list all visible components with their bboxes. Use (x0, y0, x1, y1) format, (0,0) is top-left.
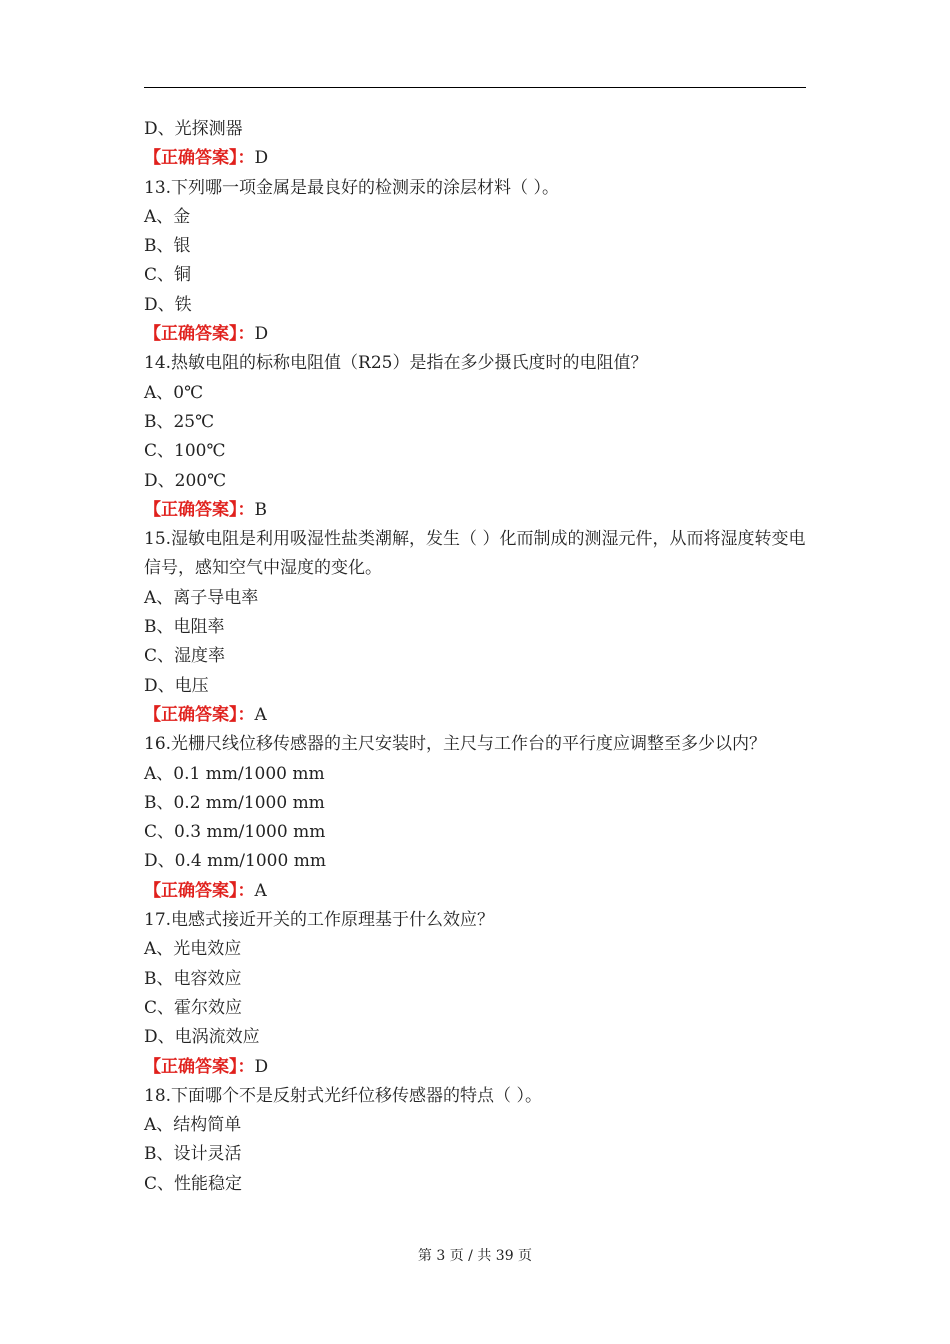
option: C、性能稳定 (144, 1173, 243, 1194)
answer-line (144, 496, 806, 525)
answer-line (144, 320, 806, 349)
option: C、霍尔效应 (144, 997, 243, 1018)
option: A、0℃ (144, 382, 204, 403)
option: D、铁 (144, 294, 192, 315)
answer-label: 【正确答案】： (144, 704, 255, 725)
option: B、电容效应 (144, 968, 242, 989)
option: D、0.4 mm/1000 mm (144, 851, 326, 872)
option: A、0.1 mm/1000 mm (144, 763, 325, 784)
option: D、电涡流效应 (144, 1027, 260, 1048)
document-body (144, 115, 806, 1199)
header-rule (144, 87, 806, 88)
answer-label: 【正确答案】： (144, 148, 255, 169)
answer-value: A (254, 880, 267, 901)
page-footer: 第 3 页 / 共 39 页 (417, 1248, 533, 1264)
option: D、光探测器 (144, 119, 243, 139)
answer-label: 【正确答案】： (144, 324, 255, 345)
answer-value: A (254, 704, 267, 725)
answer-line (144, 144, 806, 173)
option: C、铜 (144, 265, 192, 286)
answer-value: D (254, 148, 269, 169)
question-stem: 16.光栅尺线位移传感器的主尺安装时，主尺与工作台的平行度应调整至多少以内？ (144, 734, 767, 755)
question-stem: 17.电感式接近开关的工作原理基于什么效应？ (144, 910, 495, 931)
option: A、结构简单 (144, 1115, 242, 1136)
question-stem: 13.下列哪一项金属是最良好的检测汞的涂层材料（ ）。 (144, 177, 559, 198)
question-stem: 14.热敏电阻的标称电阻值（R25）是指在多少摄氏度时的电阻值？ (144, 353, 648, 374)
option: A、金 (144, 206, 191, 227)
option: D、200℃ (144, 470, 227, 491)
answer-line (144, 877, 806, 906)
answer-label: 【正确答案】： (144, 499, 255, 520)
answer-label: 【正确答案】： (144, 1056, 255, 1077)
option: A、离子导电率 (144, 587, 259, 608)
option: C、100℃ (144, 441, 226, 462)
option: B、电阻率 (144, 617, 225, 638)
answer-value: B (254, 499, 267, 520)
option: B、银 (144, 236, 191, 257)
answer-line (144, 1053, 806, 1082)
answer-value: D (254, 1056, 269, 1077)
question-stem: 15.湿敏电阻是利用吸湿性盐类潮解，发生（ ）化而制成的测湿元件，从而将湿度转变电信号，感知空气中湿度的变化。 (144, 529, 806, 579)
option: A、光电效应 (144, 939, 242, 960)
answer-label: 【正确答案】： (144, 880, 255, 901)
question-stem: 18.下面哪个不是反射式光纤位移传感器的特点（ ）。 (144, 1085, 542, 1106)
answer-value: D (254, 324, 269, 345)
option: B、0.2 mm/1000 mm (144, 792, 325, 813)
option: B、设计灵活 (144, 1144, 242, 1165)
option: C、湿度率 (144, 646, 226, 667)
option: B、25℃ (144, 411, 215, 432)
option: D、电压 (144, 675, 209, 696)
option: C、0.3 mm/1000 mm (144, 822, 326, 843)
answer-line (144, 701, 806, 730)
